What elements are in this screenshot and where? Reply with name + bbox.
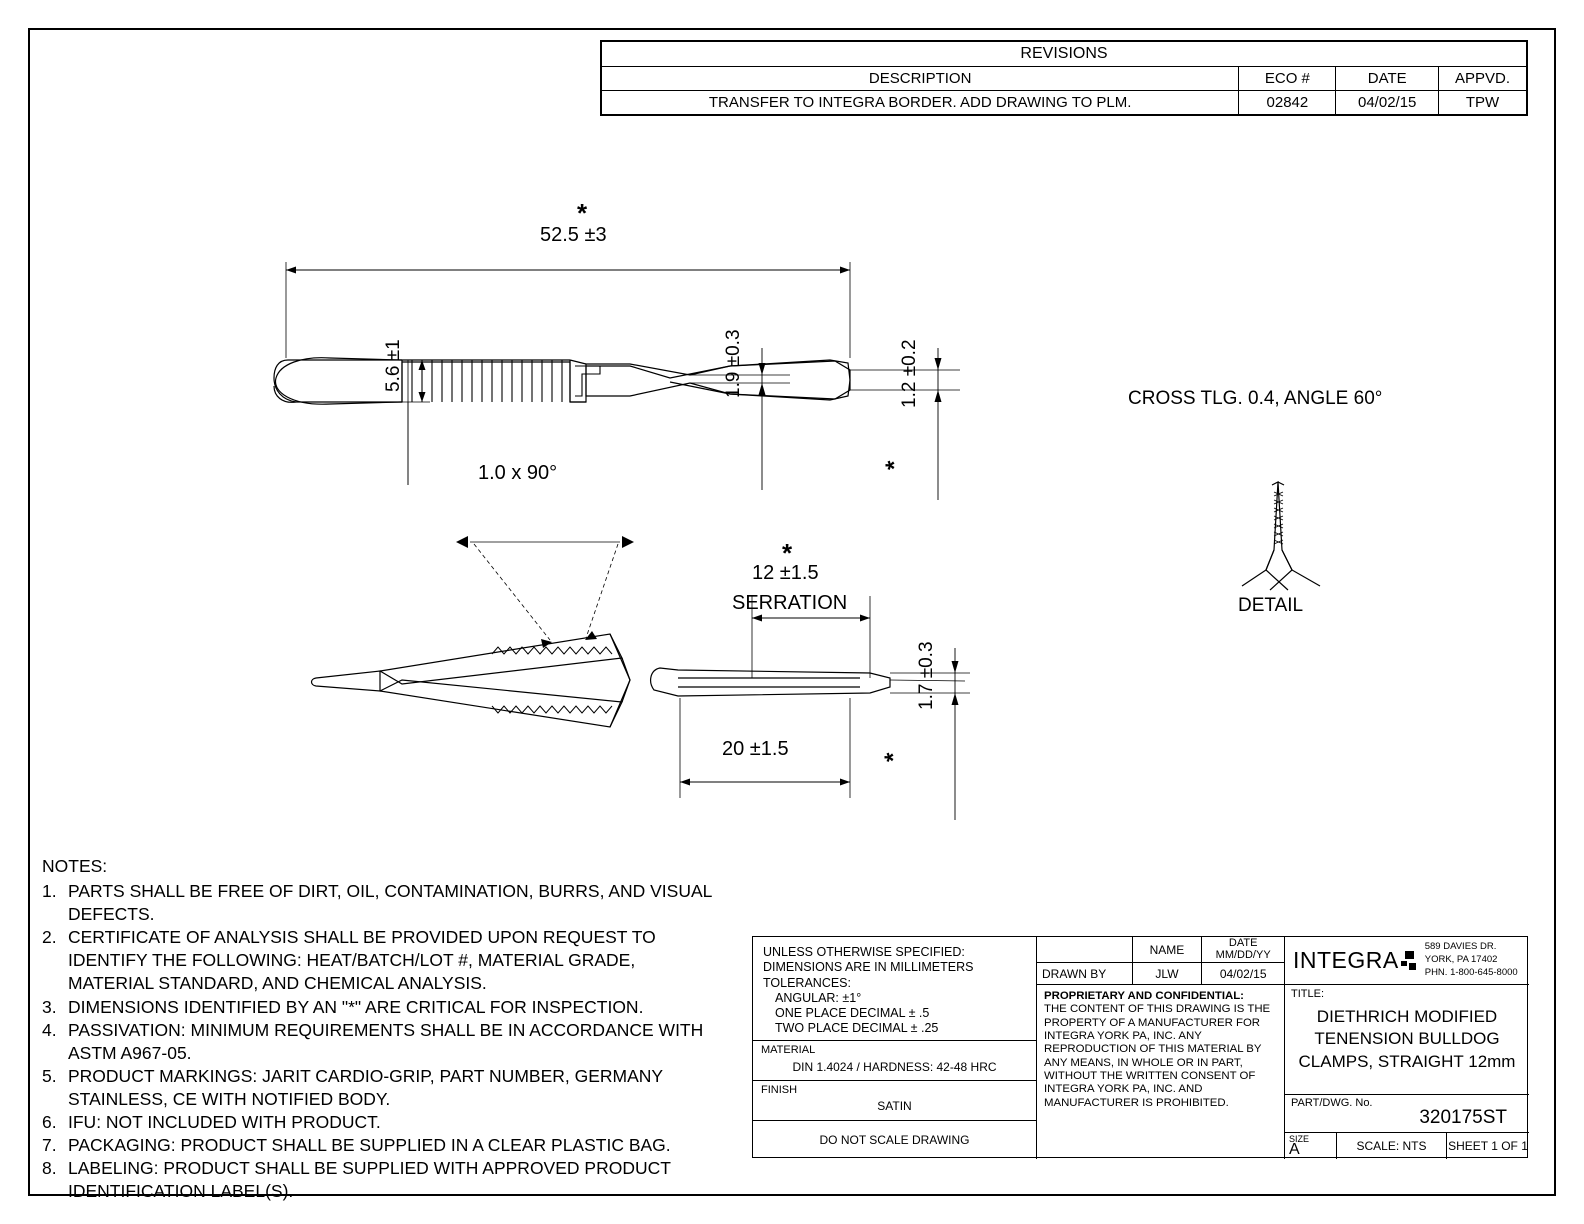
revision-eco: 02842 [1239, 91, 1336, 115]
note-number: 7. [42, 1135, 57, 1156]
label-serration: SERRATION [732, 592, 848, 614]
title-line-2: TENENSION BULLDOG [1314, 1029, 1500, 1049]
name-date-header-row [1037, 937, 1284, 963]
material-value: DIN 1.4024 / HARDNESS: 42-48 HRC [792, 1060, 997, 1074]
proprietary-heading: PROPRIETARY AND CONFIDENTIAL: [1044, 990, 1244, 1002]
revision-date: 04/02/15 [1336, 91, 1439, 115]
list-item [42, 926, 722, 995]
note-text: PASSIVATION: MINIMUM REQUIREMENTS SHALL BE IN ACCORDANCE WITH ASTM A967-05. [68, 1019, 704, 1063]
list-item [42, 1111, 722, 1134]
list-item [42, 1019, 722, 1065]
title-line-1: DIETHRICH MODIFIED [1316, 1007, 1498, 1026]
finish-value: SATIN [877, 1099, 912, 1113]
title-line-3: CLAMPS, STRAIGHT 12mm [1298, 1051, 1516, 1071]
list-item [42, 1134, 722, 1157]
title-block [752, 936, 1528, 1158]
revision-appvd: TPW [1438, 91, 1526, 115]
size-value: A [1289, 1141, 1300, 1158]
name-date-cell [1037, 937, 1285, 985]
note-number: 6. [42, 1112, 57, 1133]
company-name: INTEGRA [1293, 947, 1399, 973]
scale-cell: SCALE: NTS [1337, 1133, 1447, 1159]
date-header-line2: MM/DD/YY [1215, 948, 1271, 961]
proprietary-cell [1037, 985, 1285, 1159]
material-label: MATERIAL [761, 1044, 816, 1056]
note-text: PRODUCT MARKINGS: JARIT CARDIO-GRIP, PART NUMBER, GERMANY STAINLESS, CE WITH NOTIFIED BODY. [68, 1065, 663, 1109]
company-address-line2: YORK, PA 17402 [1424, 954, 1498, 966]
dimension-handle-width: 5.6 ±1 [383, 339, 404, 392]
revisions-header-description: DESCRIPTION [602, 67, 1239, 91]
name-header: NAME [1133, 937, 1203, 963]
dimension-thickness-tip: 1.2 ±0.2 [899, 339, 920, 408]
note-text: LABELING: PRODUCT SHALL BE SUPPLIED WITH APPROVED PRODUCT IDENTIFICATION LABEL(S). [68, 1158, 671, 1202]
list-item [42, 996, 722, 1019]
spec-line-1: UNLESS OTHERWISE SPECIFIED: [763, 945, 965, 959]
company-address-line1: 589 DAVIES DR. [1424, 941, 1497, 953]
notes-list [42, 880, 722, 1203]
critical-star-serration: * [782, 538, 793, 568]
dimension-chamfer: 1.0 x 90° [478, 462, 558, 484]
note-number: 3. [42, 996, 57, 1017]
note-number: 2. [42, 927, 57, 948]
dimension-serration-length: 12 ±1.5 [752, 562, 819, 584]
company-address [1425, 941, 1518, 979]
notes-heading: NOTES: [42, 856, 108, 876]
part-number-cell [1285, 1095, 1529, 1133]
tolerance-spec-cell [753, 937, 1037, 1041]
proprietary-body: THE CONTENT OF THIS DRAWING IS THE PROPERTY OF A MANUFACTURER FOR INTEGRA YORK PA, INC. ANY REPRODUCTION OF THIS MATERIAL BY ANY MEANS, IN WHOLE OR IN PART, WITHOUT THE WRITTEN CONSENT OF INTEGRA YORK PA, INC. AND MANUFACTURER IS PROHIBITED. [1044, 1003, 1271, 1109]
note-number: 4. [42, 1019, 57, 1040]
dimension-jaw-thickness: 1.7 ±0.3 [916, 641, 937, 710]
revisions-header-date: DATE [1336, 67, 1439, 91]
title-value [1291, 1006, 1523, 1073]
drawing-title-cell [1285, 985, 1529, 1095]
name-date-blank [1037, 937, 1133, 963]
drawn-by-name: JLW [1133, 963, 1203, 985]
finish-label: FINISH [761, 1084, 798, 1096]
critical-star-overall: * [577, 198, 588, 228]
spec-line-6: TWO PLACE DECIMAL ± .25 [775, 1021, 939, 1036]
part-number-label: PART/DWG. No. [1291, 1097, 1373, 1109]
list-item [42, 880, 722, 926]
spec-line-4: ANGULAR: ±1° [775, 990, 862, 1005]
dimension-overall-length: 52.5 ±3 [540, 224, 607, 246]
do-not-scale-cell: DO NOT SCALE DRAWING [753, 1121, 1037, 1159]
drawn-by-date: 04/02/15 [1219, 967, 1267, 981]
finish-cell [753, 1081, 1037, 1121]
material-cell [753, 1041, 1037, 1081]
revisions-header-appvd: APPVD. [1438, 67, 1526, 91]
annotation-detail: DETAIL [1238, 595, 1304, 616]
date-header-line1: DATE [1228, 937, 1258, 949]
revisions-title: REVISIONS [602, 42, 1527, 67]
size-label: SIZE [1289, 1134, 1310, 1144]
note-number: 5. [42, 1065, 57, 1086]
drawn-by-row [1037, 963, 1284, 985]
critical-star-tip: * [881, 460, 908, 470]
sheet-cell: SHEET 1 OF 1 [1448, 1139, 1528, 1153]
revision-description: TRANSFER TO INTEGRA BORDER. ADD DRAWING TO PLM. [602, 91, 1239, 115]
dimension-jaw-length: 20 ±1.5 [722, 738, 789, 760]
critical-star-jaw: * [880, 752, 907, 762]
company-address-line3: PHN. 1-800-645-8000 [1424, 966, 1518, 978]
spec-line-3: TOLERANCES: [763, 975, 851, 990]
note-text: IFU: NOT INCLUDED WITH PRODUCT. [68, 1112, 381, 1133]
date-header [1202, 937, 1284, 963]
annotation-cross-tlg: CROSS TLG. 0.4, ANGLE 60° [1128, 388, 1383, 409]
title-label: TITLE: [1291, 988, 1325, 1000]
dimension-thickness-mid: 1.9 ±0.3 [723, 329, 744, 398]
part-number-value: 320175ST [1419, 1107, 1507, 1128]
technical-drawing-graphics [30, 30, 1550, 850]
note-text: PARTS SHALL BE FREE OF DIRT, OIL, CONTAMINATION, BURRS, AND VISUAL DEFECTS. [68, 881, 712, 925]
notes-section [42, 855, 722, 1203]
drawn-by-label: DRAWN BY [1037, 963, 1133, 985]
company-logo-cell [1285, 937, 1529, 985]
note-text: DIMENSIONS IDENTIFIED BY AN "*" ARE CRITICAL FOR INSPECTION. [68, 996, 644, 1017]
note-number: 1. [42, 881, 57, 902]
spec-line-5: ONE PLACE DECIMAL ± .5 [775, 1006, 930, 1020]
note-number: 8. [42, 1158, 57, 1179]
note-text: PACKAGING: PRODUCT SHALL BE SUPPLIED IN A CLEAR PLASTIC BAG. [68, 1135, 671, 1156]
size-cell [1285, 1133, 1337, 1159]
list-item [42, 1157, 722, 1203]
revisions-header-eco: ECO # [1239, 67, 1336, 91]
list-item [42, 1065, 722, 1111]
integra-logo-icon [1401, 951, 1419, 971]
note-text: CERTIFICATE OF ANALYSIS SHALL BE PROVIDED UPON REQUEST TO IDENTIFY THE FOLLOWING: HEAT/BATCH/LOT #, MATERIAL GRADE, MATERIAL STANDARD, AND CHEMICAL ANALYSIS. [68, 927, 656, 994]
spec-line-2: DIMENSIONS ARE IN MILLIMETERS [763, 960, 974, 975]
